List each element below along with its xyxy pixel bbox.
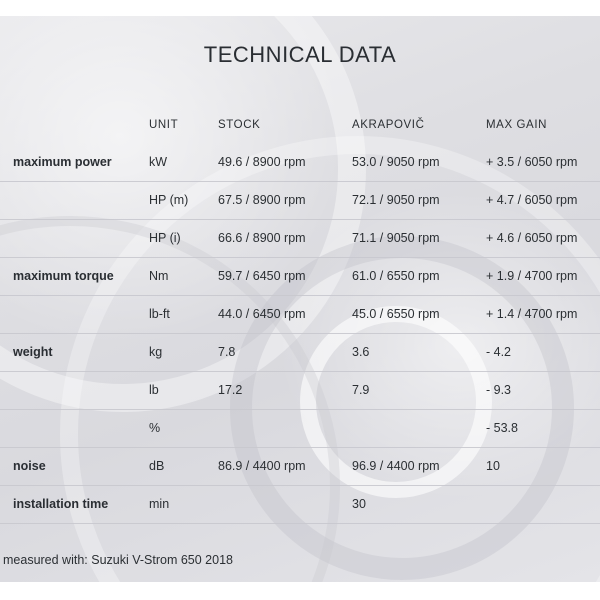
unit-cell: lb — [149, 383, 159, 397]
unit-cell: Nm — [149, 269, 169, 283]
akrapovic-cell: 96.9 / 4400 rpm — [352, 459, 440, 473]
gain-cell: 10 — [486, 459, 500, 473]
table-row — [0, 410, 600, 448]
gain-cell: + 4.7 / 6050 rpm — [486, 193, 578, 207]
akrapovic-cell: 53.0 / 9050 rpm — [352, 155, 440, 169]
gain-cell: + 3.5 / 6050 rpm — [486, 155, 578, 169]
unit-cell: % — [149, 421, 161, 435]
column-header-unit: UNIT — [149, 119, 179, 131]
stock-cell: 59.7 / 6450 rpm — [218, 269, 306, 283]
akrapovic-cell: 45.0 / 6550 rpm — [352, 307, 440, 321]
table-row — [0, 296, 600, 334]
table-row — [0, 258, 600, 296]
unit-cell: HP (i) — [149, 231, 181, 245]
gain-cell: + 1.9 / 4700 rpm — [486, 269, 578, 283]
gain-cell: - 9.3 — [486, 383, 512, 397]
column-header-max-gain: MAX GAIN — [486, 119, 548, 131]
akrapovic-cell: 3.6 — [352, 345, 370, 359]
akrapovic-cell: 72.1 / 9050 rpm — [352, 193, 440, 207]
akrapovic-cell: 71.1 / 9050 rpm — [352, 231, 440, 245]
stock-cell: 44.0 / 6450 rpm — [218, 307, 306, 321]
unit-cell: dB — [149, 459, 165, 473]
stock-cell: 86.9 / 4400 rpm — [218, 459, 306, 473]
row-label: weight — [13, 345, 53, 359]
table-row — [0, 372, 600, 410]
table-header — [0, 107, 600, 144]
measurement-note: measured with: Suzuki V-Strom 650 2018 — [3, 553, 233, 567]
column-header-akrapovic: AKRAPOVIČ — [352, 119, 425, 131]
unit-cell: min — [149, 497, 170, 511]
akrapovic-cell: 61.0 / 6550 rpm — [352, 269, 440, 283]
table-row — [0, 220, 600, 258]
unit-cell: HP (m) — [149, 193, 189, 207]
page-title: TECHNICAL DATA — [203, 42, 397, 67]
akrapovic-cell: 30 — [352, 497, 366, 511]
unit-cell: lb-ft — [149, 307, 170, 321]
table-row — [0, 448, 600, 486]
technical-data-panel — [0, 16, 600, 582]
row-label: maximum power — [13, 155, 112, 169]
stock-cell: 49.6 / 8900 rpm — [218, 155, 306, 169]
table-row — [0, 144, 600, 182]
unit-cell: kW — [149, 155, 168, 169]
stock-cell: 67.5 / 8900 rpm — [218, 193, 306, 207]
stock-cell: 66.6 / 8900 rpm — [218, 231, 306, 245]
akrapovic-cell: 7.9 — [352, 383, 370, 397]
gain-cell: - 53.8 — [486, 421, 518, 435]
table-row — [0, 486, 600, 524]
column-header-stock: STOCK — [218, 119, 261, 131]
stock-cell: 7.8 — [218, 345, 236, 359]
row-label: noise — [13, 459, 46, 473]
gain-cell: - 4.2 — [486, 345, 512, 359]
row-label: maximum torque — [13, 269, 114, 283]
gain-cell: + 1.4 / 4700 rpm — [486, 307, 578, 321]
stock-cell: 17.2 — [218, 383, 243, 397]
row-label: installation time — [13, 497, 109, 511]
table-row — [0, 334, 600, 372]
table-row — [0, 182, 600, 220]
gain-cell: + 4.6 / 6050 rpm — [486, 231, 578, 245]
unit-cell: kg — [149, 345, 163, 359]
specs-table — [0, 107, 600, 524]
